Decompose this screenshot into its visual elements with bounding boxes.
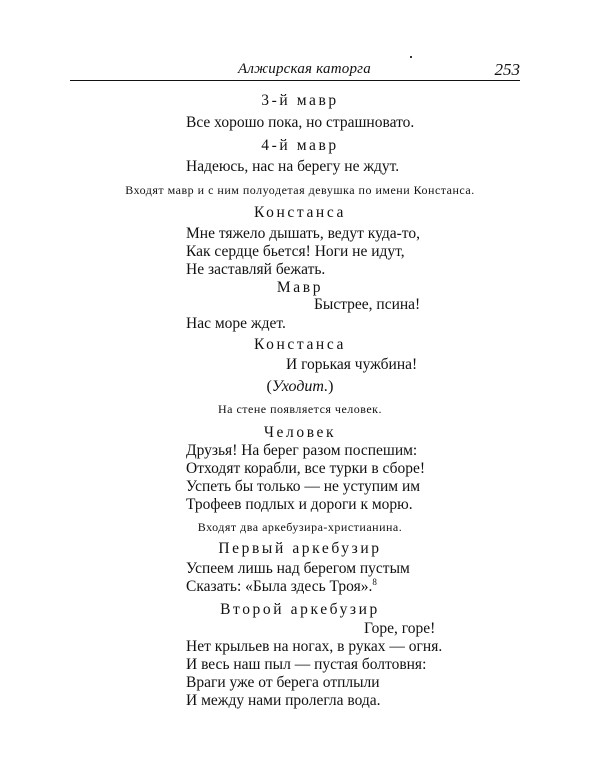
stage-exit xyxy=(0,378,600,396)
verse-line xyxy=(186,578,377,596)
verse-line: Друзья! На берег разом поспешим: xyxy=(186,442,418,459)
exit-word: Уходит. xyxy=(271,378,329,395)
speaker-label: Мавр xyxy=(276,279,324,296)
stage-direction: Входят два аркебузира-христианина. xyxy=(197,520,403,534)
verse-line: И весь наш пыл — пустая болтовня: xyxy=(186,656,427,673)
verse-line: Мне тяжело дышать, ведут куда-то, xyxy=(186,225,420,242)
verse-line: Нас море ждет. xyxy=(186,315,286,332)
verse-line: Быстрее, псина! xyxy=(314,296,421,313)
verse-line: Трофеев подлых и дороги к морю. xyxy=(186,496,413,513)
speaker-label: Человек xyxy=(263,424,337,441)
running-header xyxy=(70,60,520,80)
footnote-marker: 8 xyxy=(372,576,377,587)
verse-line: Нет крыльев на ногах, в руках — огня. xyxy=(186,638,443,655)
verse-line: И между нами пролегла вода. xyxy=(186,692,381,709)
verse-line: Успеем лишь над берегом пустым xyxy=(186,560,410,577)
paren-open: ( xyxy=(266,378,272,395)
running-title: Алжирская каторга xyxy=(238,61,371,77)
verse-line: Враги уже от берега отплыли xyxy=(186,674,380,691)
stage-direction: На стене появляется человек. xyxy=(217,402,383,416)
verse-line: И горькая чужбина! xyxy=(286,356,418,373)
speaker-label: Второй аркебузир xyxy=(220,601,380,618)
verse-line: Как сердце бьется! Ноги не идут, xyxy=(186,243,405,260)
print-speck xyxy=(410,56,412,58)
page-number: 253 xyxy=(494,60,520,79)
paren-close: ) xyxy=(328,378,334,395)
speaker-label: Констанса xyxy=(254,336,346,353)
speaker-label: Констанса xyxy=(254,204,346,221)
verse-line: Все хорошо пока, но страшновато. xyxy=(186,114,415,131)
verse-line: Надеюсь, нас на берегу не ждут. xyxy=(186,158,400,175)
verse-line: Успеть бы только — не уступим им xyxy=(186,478,421,495)
header-rule xyxy=(70,80,520,81)
verse-line: Горе, горе! xyxy=(364,620,436,637)
speaker-label: 3-й мавр xyxy=(261,92,339,109)
speaker-label: Первый аркебузир xyxy=(218,540,382,557)
speaker-label: 4-й мавр xyxy=(261,137,339,154)
verse-line: Не заставляй бежать. xyxy=(186,261,326,278)
verse-text: Сказать: «Была здесь Троя». xyxy=(186,578,373,595)
verse-line: Отходят корабли, все турки в сборе! xyxy=(186,460,426,477)
stage-direction: Входят мавр и с ним полуодетая девушка по имени Констанса. xyxy=(125,183,475,197)
